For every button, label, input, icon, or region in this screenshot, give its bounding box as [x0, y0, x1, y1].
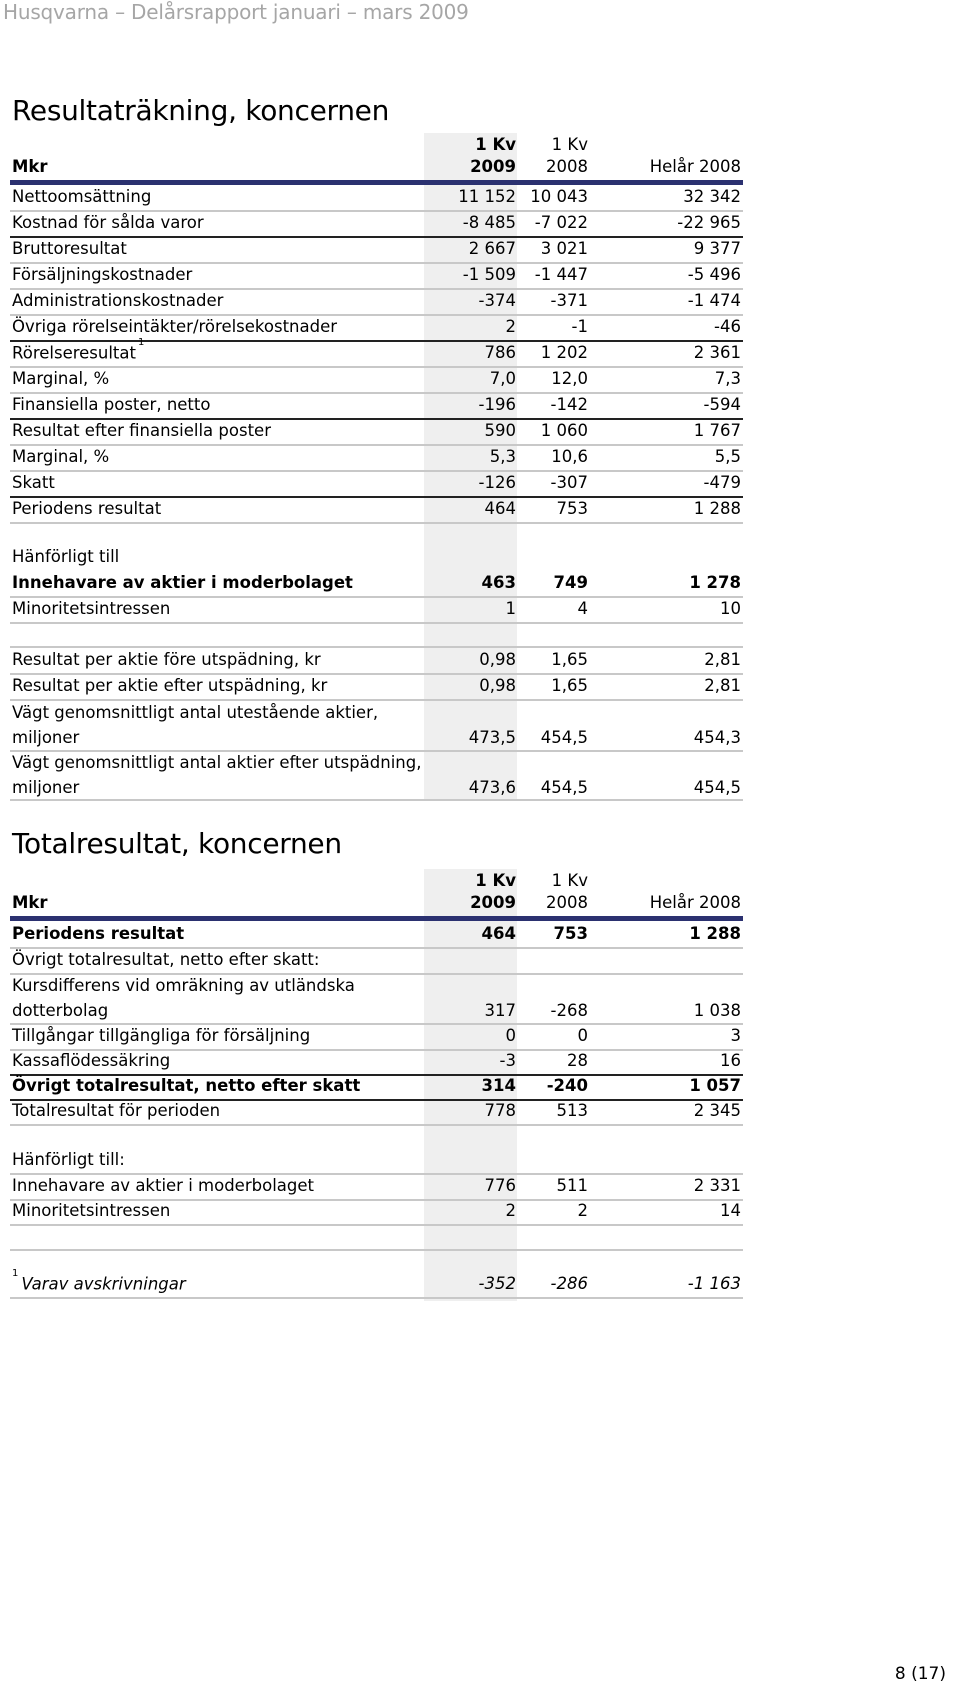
row-label: Periodens resultat: [12, 924, 185, 943]
row-label: Hänförligt till:: [12, 1150, 125, 1169]
table-row: [10, 291, 743, 311]
row-value-fy-2008: 1 767: [693, 421, 741, 440]
row-label: Marginal, %: [12, 447, 110, 466]
row-value-fy-2008: 2 361: [693, 343, 741, 362]
attributable-heading: [10, 1150, 743, 1170]
table-row: [10, 317, 743, 337]
table-row: [10, 1101, 743, 1121]
row-value-q1-2008: -307: [550, 473, 588, 492]
column-header: [10, 133, 743, 177]
table-row: [10, 752, 743, 798]
row-value-q1-2008: 28: [567, 1051, 588, 1070]
row-label: Resultat per aktie före utspädning, kr: [12, 650, 321, 669]
table-row: [10, 447, 743, 467]
col2-header-line2: 2008: [546, 893, 588, 912]
row-rule: [10, 418, 743, 420]
row-value-q1-2008: 1 202: [540, 343, 588, 362]
row-value-fy-2008: 1 288: [693, 499, 741, 518]
row-value-q1-2009: 463: [481, 573, 516, 592]
row-rule: [10, 673, 743, 675]
table-row: [10, 676, 743, 696]
row-label: Resultat per aktie efter utspädning, kr: [12, 676, 328, 695]
row-value-fy-2008: 16: [720, 1051, 741, 1070]
row-label: Övrigt totalresultat, netto efter skatt:: [12, 950, 320, 969]
table-row: [10, 1201, 743, 1221]
row-label-line2: dotterbolag: [12, 1001, 109, 1020]
row-value-q1-2009: 7,0: [489, 369, 516, 388]
table-row: [10, 975, 743, 1021]
row-value-q1-2009: 473,5: [468, 728, 516, 747]
row-label: Periodens resultat: [12, 499, 162, 518]
row-value-q1-2008: 10,6: [551, 447, 588, 466]
row-value-fy-2008: 7,3: [714, 369, 741, 388]
row-value-q1-2009: 0,98: [479, 650, 516, 669]
row-label-text: Rörelseresultat: [12, 343, 136, 362]
row-value-q1-2008: -268: [550, 1001, 588, 1020]
row-label: Totalresultat för perioden: [12, 1101, 221, 1120]
row-value-q1-2009: -3: [499, 1051, 516, 1070]
footnote-row: [10, 1267, 743, 1294]
row-value-q1-2009: -352: [478, 1274, 516, 1293]
row-value-q1-2008: 2: [577, 1201, 588, 1220]
row-rule: [10, 596, 743, 598]
row-value-fy-2008: 9 377: [693, 239, 741, 258]
row-value-fy-2008: 1 288: [689, 924, 741, 943]
unit-label: Mkr: [12, 157, 48, 176]
row-value-fy-2008: 1 278: [689, 573, 741, 592]
row-value-q1-2009: -126: [478, 473, 516, 492]
row-value-q1-2008: -1: [571, 317, 588, 336]
row-value-fy-2008: -5 496: [687, 265, 741, 284]
table-row: [10, 213, 743, 233]
row-label-line1: Vägt genomsnittligt antal aktier efter utspädning,: [12, 753, 422, 772]
row-rule: [10, 1023, 743, 1025]
row-value-fy-2008: 10: [720, 599, 741, 618]
row-rule: [10, 1297, 743, 1299]
row-value-q1-2008: 4: [577, 599, 588, 618]
table-row: [10, 1026, 743, 1046]
row-value-fy-2008: -479: [703, 473, 741, 492]
row-value-fy-2008: 14: [720, 1201, 741, 1220]
table-row: [10, 650, 743, 670]
row-label: Finansiella poster, netto: [12, 395, 211, 414]
row-value-q1-2009: 473,6: [468, 778, 516, 797]
row-rule: [10, 947, 743, 949]
table-row: [10, 599, 743, 619]
row-label: Innehavare av aktier i moderbolaget: [12, 1176, 314, 1195]
row-value-q1-2009: 776: [484, 1176, 516, 1195]
row-rule: [10, 470, 743, 472]
row-rule: [10, 314, 743, 316]
row-rule: [10, 1224, 743, 1226]
row-value-q1-2009: 317: [484, 1001, 516, 1020]
row-value-q1-2009: -374: [478, 291, 516, 310]
row-label-line2: miljoner: [12, 778, 80, 797]
other-comprehensive-heading: [10, 950, 743, 970]
row-value-fy-2008: -22 965: [677, 213, 741, 232]
row-label: Kassaflödessäkring: [12, 1051, 171, 1070]
row-rule: [10, 262, 743, 264]
table-row: [10, 265, 743, 285]
comprehensive-income-title: Totalresultat, koncernen: [12, 827, 342, 860]
row-value-q1-2008: 749: [553, 573, 588, 592]
row-label: Övrigt totalresultat, netto efter skatt: [12, 1076, 361, 1095]
row-label: Minoritetsintressen: [12, 1201, 171, 1220]
row-label: Kostnad för sålda varor: [12, 213, 204, 232]
running-header: Husqvarna – Delårsrapport januari – mars 2009: [3, 0, 469, 24]
row-value-q1-2008: -371: [550, 291, 588, 310]
row-label-line1: Vägt genomsnittligt antal utestående aktier,: [12, 703, 379, 722]
row-label: Innehavare av aktier i moderbolaget: [12, 573, 353, 592]
row-label: Övriga rörelseintäkter/rörelsekostnader: [12, 317, 338, 336]
row-value-fy-2008: 2,81: [704, 676, 741, 695]
row-label: Nettoomsättning: [12, 187, 152, 206]
row-rule: [10, 236, 743, 238]
row-label-line1: Kursdifferens vid omräkning av utländska: [12, 976, 355, 995]
col2-header-line1: 1 Kv: [551, 135, 588, 154]
row-value-fy-2008: 3: [730, 1026, 741, 1045]
row-rule: [10, 646, 743, 648]
col1-header-line2: 2009: [470, 893, 516, 912]
footnote-marker: 1: [137, 336, 145, 348]
row-value-q1-2009: 464: [484, 499, 516, 518]
row-value-q1-2009: 590: [484, 421, 516, 440]
table-row: [10, 702, 743, 748]
row-value-q1-2009: -196: [478, 395, 516, 414]
row-value-q1-2008: -1 447: [534, 265, 588, 284]
row-label: Försäljningskostnader: [12, 265, 193, 284]
attributable-heading: [10, 547, 743, 567]
row-value-fy-2008: 1 038: [693, 1001, 741, 1020]
row-label: Resultat efter finansiella poster: [12, 421, 271, 440]
row-value-fy-2008: 454,5: [693, 778, 741, 797]
row-value-q1-2008: 0: [577, 1026, 588, 1045]
row-value-fy-2008: 2 345: [693, 1101, 741, 1120]
table-row: [10, 1176, 743, 1196]
row-value-q1-2009: 314: [481, 1076, 516, 1095]
row-value-fy-2008: 32 342: [683, 187, 741, 206]
table-row: [10, 421, 743, 441]
row-value-fy-2008: -1 163: [687, 1274, 741, 1293]
row-value-q1-2008: 753: [553, 924, 588, 943]
table-row: [10, 1051, 743, 1071]
col3-header: Helår 2008: [649, 893, 741, 912]
row-label: [12, 1267, 186, 1295]
row-rule: [10, 210, 743, 212]
row-value-q1-2008: -7 022: [534, 213, 588, 232]
row-value-q1-2009: -8 485: [462, 213, 516, 232]
row-value-fy-2008: 1 057: [689, 1076, 741, 1095]
row-value-q1-2008: 1 060: [540, 421, 588, 440]
column-header: [10, 869, 743, 913]
income-statement-title: Resultaträkning, koncernen: [12, 94, 390, 127]
row-value-q1-2008: 3 021: [540, 239, 588, 258]
table-row: [10, 1076, 743, 1096]
table-row: [10, 336, 743, 363]
row-value-q1-2009: 786: [484, 343, 516, 362]
row-value-fy-2008: 2 331: [693, 1176, 741, 1195]
row-label-line2: miljoner: [12, 728, 80, 747]
row-label: Skatt: [12, 473, 55, 492]
row-rule: [10, 522, 743, 524]
row-rule: [10, 366, 743, 368]
row-value-q1-2009: -1 509: [462, 265, 516, 284]
row-value-q1-2008: 753: [556, 499, 588, 518]
row-rule: [10, 1124, 743, 1126]
row-value-q1-2009: 778: [484, 1101, 516, 1120]
unit-label: Mkr: [12, 893, 48, 912]
row-value-q1-2008: 454,5: [540, 728, 588, 747]
row-value-fy-2008: -594: [703, 395, 741, 414]
row-label: Administrationskostnader: [12, 291, 224, 310]
row-rule: [10, 392, 743, 394]
row-value-q1-2008: 12,0: [551, 369, 588, 388]
row-label: [12, 336, 145, 364]
table-row: [10, 369, 743, 389]
row-value-q1-2008: 511: [556, 1176, 588, 1195]
row-rule: [10, 699, 743, 701]
row-rule: [10, 799, 743, 801]
table-row: [10, 187, 743, 207]
header-rule: [10, 180, 743, 185]
row-label: Minoritetsintressen: [12, 599, 171, 618]
row-value-q1-2009: 0: [505, 1026, 516, 1045]
row-value-q1-2008: 10 043: [530, 187, 588, 206]
row-value-q1-2009: 2: [505, 317, 516, 336]
table-row: [10, 573, 743, 593]
row-value-q1-2008: 513: [556, 1101, 588, 1120]
col1-header-line1: 1 Kv: [475, 135, 516, 154]
row-value-fy-2008: 454,3: [693, 728, 741, 747]
row-value-q1-2008: -286: [550, 1274, 588, 1293]
footnote-marker: 1: [12, 1267, 19, 1279]
header-rule: [10, 916, 743, 921]
footnote-label: Varav avskrivningar: [21, 1274, 186, 1293]
row-value-q1-2009: 5,3: [489, 447, 516, 466]
row-value-q1-2009: 0,98: [479, 676, 516, 695]
table-row: [10, 499, 743, 519]
col2-header-line1: 1 Kv: [551, 871, 588, 890]
table-row: [10, 924, 743, 944]
row-value-q1-2009: 2 667: [468, 239, 516, 258]
row-value-q1-2009: 11 152: [458, 187, 516, 206]
table-row: [10, 473, 743, 493]
row-rule: [10, 1173, 743, 1175]
row-rule: [10, 444, 743, 446]
row-value-q1-2008: -240: [546, 1076, 588, 1095]
row-label: Hänförligt till: [12, 547, 120, 566]
row-value-q1-2008: -142: [550, 395, 588, 414]
row-value-q1-2009: 1: [505, 599, 516, 618]
row-value-fy-2008: 2,81: [704, 650, 741, 669]
table-row: [10, 239, 743, 259]
row-value-q1-2008: 454,5: [540, 778, 588, 797]
col1-header-line2: 2009: [470, 157, 516, 176]
col1-header-line1: 1 Kv: [475, 871, 516, 890]
row-rule: [10, 1249, 743, 1251]
page-number: 8 (17): [894, 1664, 946, 1684]
row-value-q1-2009: 2: [505, 1201, 516, 1220]
row-value-fy-2008: -1 474: [687, 291, 741, 310]
row-label: Bruttoresultat: [12, 239, 127, 258]
table-row: [10, 395, 743, 415]
row-value-fy-2008: 5,5: [714, 447, 741, 466]
row-value-fy-2008: -46: [714, 317, 741, 336]
row-value-q1-2008: 1,65: [551, 676, 588, 695]
row-value-q1-2009: 464: [481, 924, 516, 943]
row-rule: [10, 288, 743, 290]
row-label: Marginal, %: [12, 369, 110, 388]
row-label: Tillgångar tillgängliga för försäljning: [12, 1026, 311, 1045]
col2-header-line2: 2008: [546, 157, 588, 176]
col3-header: Helår 2008: [649, 157, 741, 176]
row-value-q1-2008: 1,65: [551, 650, 588, 669]
row-rule: [10, 496, 743, 498]
row-rule: [10, 622, 743, 624]
